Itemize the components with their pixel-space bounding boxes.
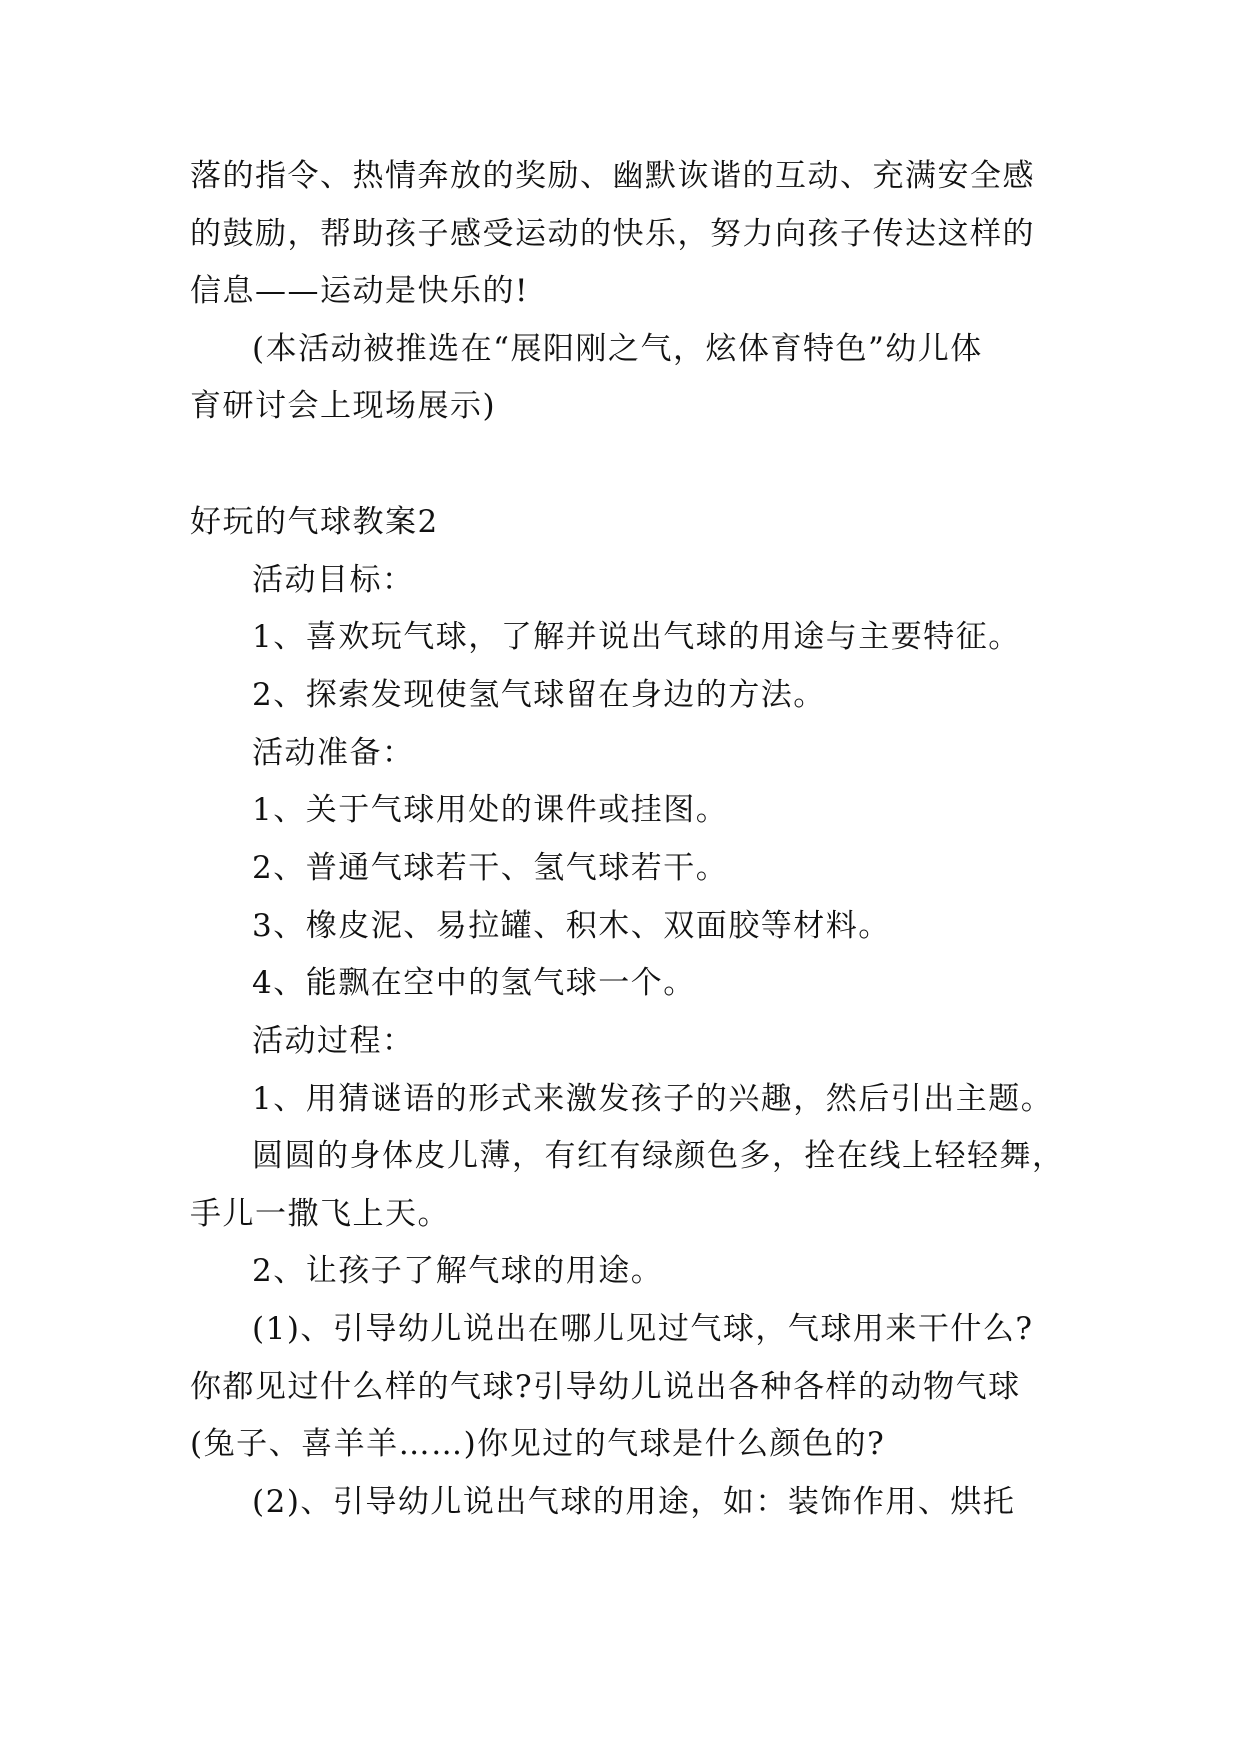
paragraph-line: (2)、引导幼儿说出气球的用途，如：装饰作用、烘托 (252, 1484, 1016, 1520)
heading-activity-goals: 活动目标： (252, 562, 415, 598)
list-item: 1、喜欢玩气球，了解并说出气球的用途与主要特征。 (252, 619, 1021, 655)
heading-activity-process: 活动过程： (252, 1023, 415, 1059)
paragraph-line: (兔子、喜羊羊……)你见过的气球是什么颜色的? (190, 1426, 886, 1462)
section-title: 好玩的气球教案2 (190, 504, 439, 540)
paragraph-line: 的鼓励，帮助孩子感受运动的快乐，努力向孩子传达这样的 (190, 216, 1035, 252)
paragraph-line: 落的指令、热情奔放的奖励、幽默诙谐的互动、充满安全感 (190, 158, 1035, 194)
paragraph-line: 手儿一撒飞上天。 (190, 1196, 450, 1232)
heading-activity-preparation: 活动准备： (252, 735, 415, 771)
list-item: 2、让孩子了解气球的用途。 (252, 1253, 664, 1289)
list-item: 2、普通气球若干、氢气球若干。 (252, 850, 729, 886)
list-item: 4、能飘在空中的氢气球一个。 (252, 965, 696, 1001)
list-item: 2、探索发现使氢气球留在身边的方法。 (252, 677, 826, 713)
paragraph-line: 育研讨会上现场展示) (190, 388, 497, 424)
list-item: 1、用猜谜语的形式来激发孩子的兴趣，然后引出主题。 (252, 1081, 1054, 1117)
paragraph-line: (1)、引导幼儿说出在哪儿见过气球，气球用来干什么? (252, 1311, 1034, 1347)
paragraph-line: 你都见过什么样的气球?引导幼儿说出各种各样的动物气球 (190, 1369, 1021, 1405)
list-item: 1、关于气球用处的课件或挂图。 (252, 792, 729, 828)
paragraph-line: 圆圆的身体皮儿薄，有红有绿颜色多，拴在线上轻轻舞， (252, 1138, 1065, 1174)
paragraph-line: 信息——运动是快乐的! (190, 273, 529, 309)
list-item: 3、橡皮泥、易拉罐、积木、双面胶等材料。 (252, 908, 891, 944)
paragraph-line: (本活动被推选在“展阳刚之气，炫体育特色”幼儿体 (252, 331, 983, 367)
